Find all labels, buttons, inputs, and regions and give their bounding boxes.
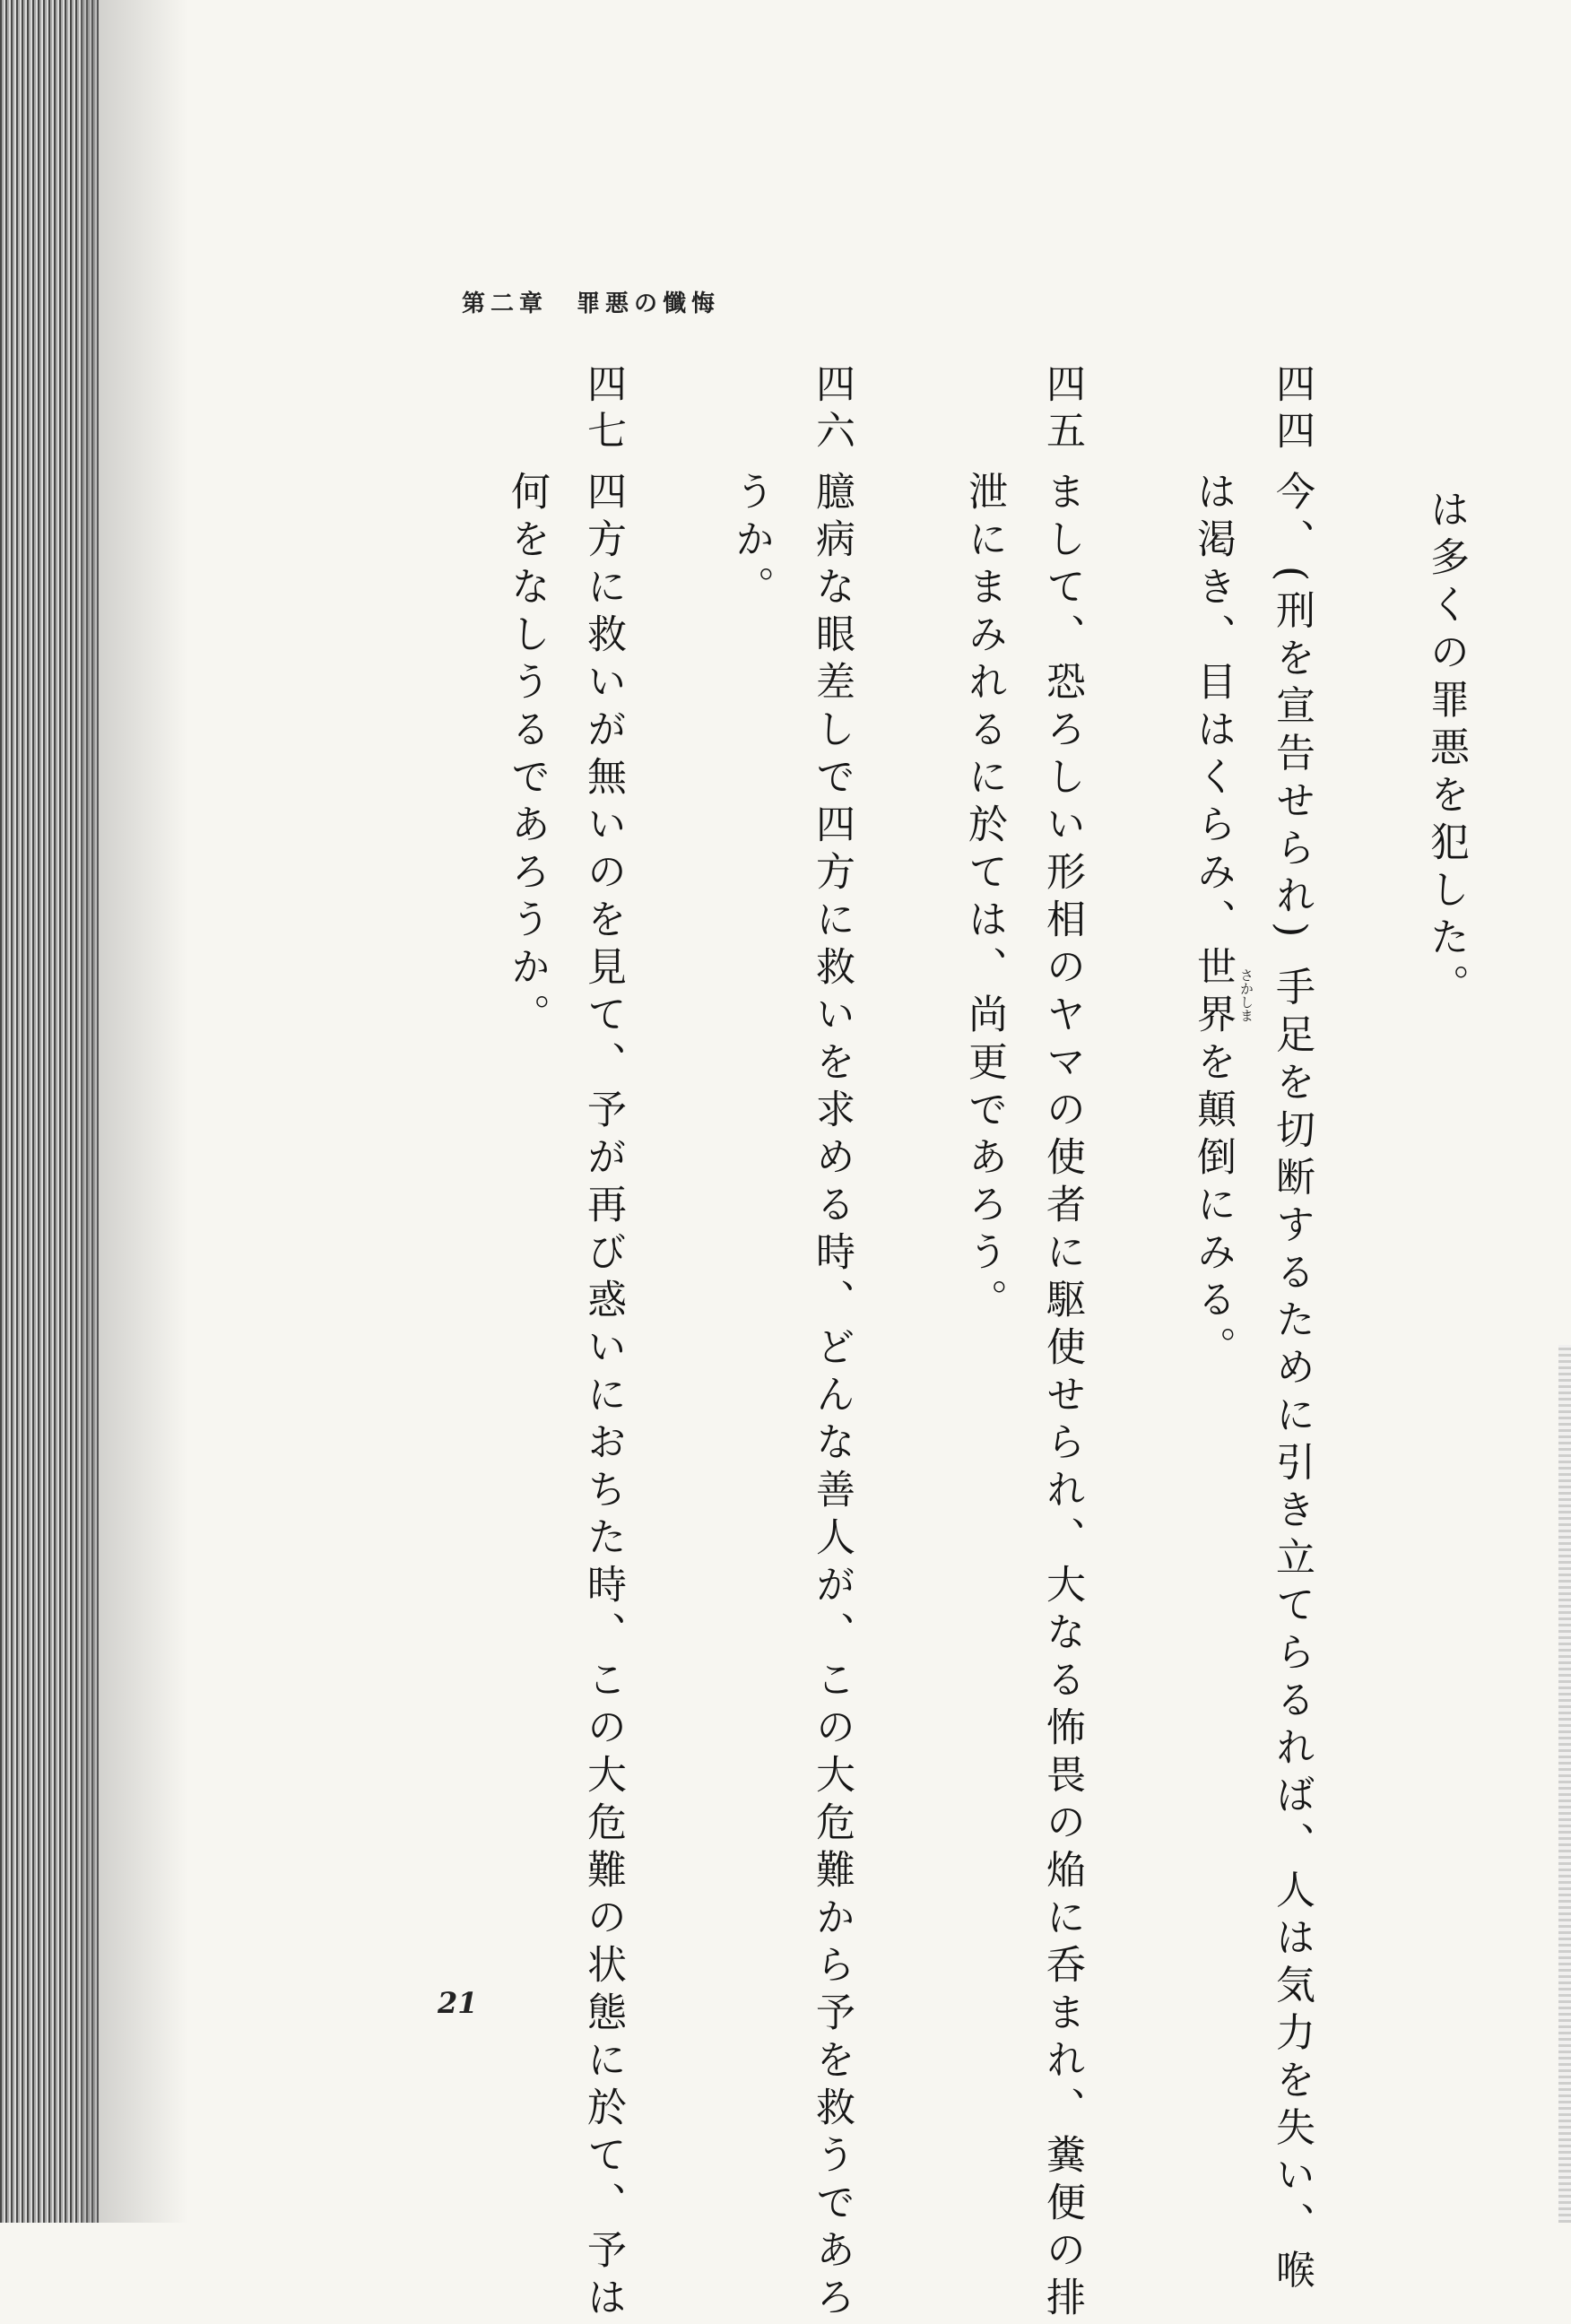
page-number: 21 [438, 1986, 478, 2020]
verse-44-line-1: 今、(刑を宣告せられ) 手足を切断するために引き立てらるれば、人は気力を失い、喉 [1269, 471, 1315, 2297]
verse-47-line-1: 四方に救いが無いのを見て、予が再び惑いにおちた時、この大危難の状態に於て、予は [580, 471, 626, 2324]
verse-number-47: 四七 [580, 363, 626, 456]
scan-right-edge [1558, 1345, 1571, 2223]
verse-44-line-2: は渇き、目はくらみ、世界を顛倒にみる。 [1190, 471, 1236, 1374]
verse-number-45: 四五 [1039, 363, 1085, 456]
ruby-annotation: さかしま [1238, 968, 1254, 1022]
scan-shadow [81, 0, 188, 2223]
verse-number-44: 四四 [1269, 363, 1315, 456]
running-header: 第二章 罪悪の懺悔 [462, 290, 721, 317]
verse-continuation-line: は多くの罪悪を犯した。 [1423, 489, 1469, 1011]
verse-47-line-2: 何をなしうるであろうか。 [504, 471, 550, 1041]
verse-number-46: 四六 [809, 363, 855, 456]
verse-45-line-2: 泄にまみれるに於ては、尚更であろう。 [961, 471, 1007, 1326]
verse-45-line-1: まして、恐ろしい形相のヤマの使者に駆使せられ、大なる怖畏の焔に呑まれ、糞便の排 [1039, 471, 1085, 2324]
verse-46-line-1: 臆病な眼差しで四方に救いを求める時、どんな善人が、この大危難から予を救うであろ [809, 471, 855, 2324]
verse-46-line-2: うか。 [728, 471, 774, 613]
